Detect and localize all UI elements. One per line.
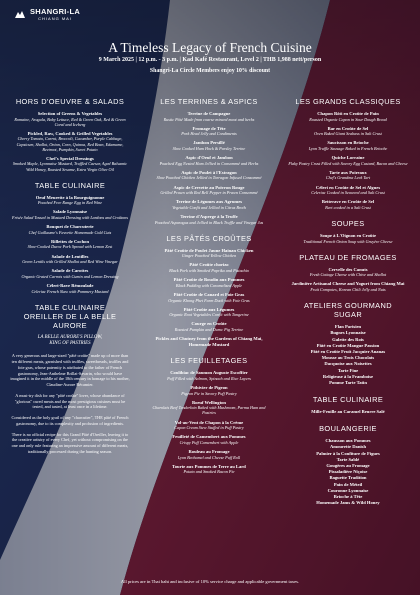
- menu-item-description: Smoked Maple, Lyonnaise Mustard, Truffled Caesar, Aged Balsamic Wild Honey, Roasted Sesame, Extra Virgin Olive Oil: [12, 161, 128, 172]
- members-discount: Shangri-La Circle Members enjoy 10% discount: [149, 68, 271, 74]
- menu-item: [150, 449, 268, 460]
- menu-item-name: Pâté Croûte chorizo: [189, 262, 229, 268]
- menu-item: [150, 140, 268, 151]
- menu-item-name: Baguette Tradition: [329, 475, 367, 481]
- menu-item-name: Pâté Croûte de Canard et Foie Gras: [173, 291, 245, 297]
- menu-item: [150, 170, 268, 181]
- menu-item: [150, 336, 268, 347]
- menu-item-name: Salade de Lentilles: [51, 253, 89, 259]
- sugar-list: [284, 324, 412, 386]
- menu-item: [10, 156, 130, 172]
- menu-item: [150, 126, 268, 137]
- menu-item-description: Chef Guillaume's Favorite Homemade Cold Cuts: [28, 229, 112, 235]
- menu-item-name: Pithivier de Pigeon: [190, 384, 228, 390]
- menu-item-name: Dacquoise aux Noisettes: [324, 361, 372, 367]
- menu-item-description: Ginger Poached Yellow Chicken: [181, 253, 237, 259]
- menu-item-name: Betterave en Croûte de Sel: [321, 199, 375, 205]
- menu-item-description: Celeriac Cooked in Seaweed and Salt Crust: [311, 190, 385, 196]
- menu-item: [284, 199, 412, 210]
- menu-item-name: Rouleau au Fromage: [188, 448, 230, 454]
- menu-item-name: Jambon Persillé: [193, 140, 225, 146]
- menu-item-name: Mousse au Trois Chocolats: [321, 355, 375, 361]
- menu-item-description: Black Pudding with Caramelized Apple: [175, 282, 243, 288]
- hors-doeuvre-list: [10, 111, 130, 172]
- menu-item-name: Cervelle des Canuts: [328, 266, 368, 272]
- menu-item-name: Pâté Croûte de Poulet Jaune Hainan Chicken: [164, 247, 254, 253]
- menu-item-description: Beet cooked in a Salt Crust: [325, 204, 371, 210]
- menu-item-name: Pickled, Raw, Cooked & Grilled Vegetables: [27, 130, 113, 136]
- menu-item-description: Charolais Beef Tenderloin Baked with Mushroom, Parma Ham and Pastries: [152, 405, 266, 416]
- menu-item-name: Mille-Feuille au Caramel Beurre Salé: [311, 409, 385, 415]
- menu-item-description: Crispy Puff Camembert with Apple: [179, 439, 239, 445]
- menu-item: [150, 199, 268, 210]
- menu-item-name: Brioche à Tête: [333, 493, 363, 499]
- menu-item-description: Cherry Tomato, Carrot, Broccoli, Cucumber, Purple Cabbage, Capsicum, Shallot, Onion, Corn, Quinoa, Red Bean, Edamame, Beetroot, Pumpkin, Sweet Potato: [16, 136, 124, 152]
- menu-item-name: Rillettes de Cochon: [50, 238, 90, 244]
- menu-item: [10, 131, 130, 152]
- section-title-soupes: SOUPES: [331, 219, 365, 229]
- menu-item-name: Feuilleté de Camembert aux Pommes: [172, 434, 246, 440]
- menu-item-description: Romaine, Arugula, Baby Lettuce, Red & Green Oak, Red & Green Coral and Iceberg: [14, 116, 126, 127]
- boulangerie-list: [284, 438, 412, 506]
- menu-item-name: Pâté Croûte de Boudin aux Pommes: [173, 277, 245, 283]
- menu-item-description: Oven Baked Giant Seabass in Salt Crust: [314, 131, 382, 137]
- table-culinaire-list: [10, 195, 130, 294]
- menu-item: [150, 214, 268, 225]
- menu-item-description: Slow Poached Chicken Jellied in Tarragon Infused Consommé: [156, 175, 262, 181]
- pates-croutes-list: [150, 248, 268, 348]
- brand-name: SHANGRI-LA: [30, 7, 81, 16]
- menu-item: [150, 420, 268, 431]
- description-paragraph: There is no official recipe for this Grand Pâté d'Oreiller, leaving it to the creative artistry of every Chef, yet without compromising on the one and only rule featuring an impressive amount of different meats, traditionally processed during the hunting season.: [11, 431, 129, 454]
- menu-item-description: Roasted Organic Capon in Sour Dough Bread: [309, 116, 387, 122]
- menu-item-description: Grilled Prawn with Red Bell Pepper in Prawn Consommé: [160, 190, 258, 196]
- fromages-list: [284, 267, 412, 292]
- section-title-table-culinaire-2: TABLE CULINAIRE: [312, 395, 384, 405]
- menu-item-description: Lyon Truffle Sausage Baked in French Brioche: [308, 146, 388, 152]
- menu-item-description: Celeriac French Slaw with Pommery Mustard: [31, 288, 109, 294]
- menu-item: [284, 170, 412, 181]
- menu-item-description: Slow Cooked Ham Hock & Parsley Terrine: [172, 146, 246, 152]
- column-right: [284, 97, 412, 506]
- menu-item: [284, 233, 412, 244]
- column-left: [10, 97, 130, 459]
- menu-item-name: Céleri-Rave Rémoulade: [46, 282, 94, 288]
- menu-item-name: Gougères au Fromage: [326, 463, 370, 468]
- menu-item-name: Pomme Tarte Tatin: [329, 379, 367, 385]
- menu-item-description: Traditional French Onion Soup with Gruyère Cheese: [303, 238, 393, 244]
- menu-item: [150, 370, 268, 381]
- menu-item-name: Terrine de Campagne: [187, 111, 231, 116]
- oreiller-paragraphs: [10, 353, 130, 454]
- menu-item: [10, 195, 130, 206]
- menu-item-description: Pork Head Jelly and Condiments: [181, 131, 237, 137]
- menu-item: [150, 385, 268, 396]
- menu-item-name: Pâté Croûte aux Légumes: [183, 306, 235, 312]
- menu-item-name: Galette des Rois: [332, 336, 364, 342]
- menu-item: [150, 307, 268, 318]
- menu-item: [150, 321, 268, 332]
- menu-item-name: Palmier à la Confiture de Figues: [316, 450, 380, 456]
- menu-item-name: Boeuf Wellington: [192, 399, 226, 405]
- menu-item-name: Terrine de Légumes aux Agrumes: [175, 199, 243, 205]
- menu-item: [150, 262, 268, 273]
- menu-item: [284, 126, 412, 137]
- menu-item-name: Bugnes Lyonnaise: [330, 330, 366, 336]
- menu-item-name: Saucisson en Brioche: [327, 140, 369, 146]
- event-details: 9 March 2025 | 12 p.m. - 3 p.m. | Kad Kafé Restaurant, Level 2 | THB 1,988 nett/person: [98, 57, 322, 63]
- menu-item-description: Pigeon Pie in Savory Puff Pastry: [181, 390, 237, 396]
- section-title-table-culinaire: TABLE CULINAIRE: [34, 180, 106, 190]
- menu-item-name: Bar en Croûte de Sel: [327, 125, 369, 131]
- menu-item-name: Aspic de Crevette au Poivron Rouge: [173, 184, 245, 190]
- menu-item-description: Chef's Grandma Leek Tart: [325, 175, 371, 181]
- menu-item-name: Pickles and Chutney from the Gardens of Chiang Mai, Homemade Mustard: [155, 336, 263, 347]
- menu-item-description: Poached Egg Nested Ham Jellied in Consommé and Herbs: [159, 160, 259, 166]
- menu-item-description: Black Pork with Smoked Paprika and Pistachio: [169, 268, 249, 274]
- menu-item-name: Salade de Carottes: [51, 268, 89, 274]
- menu-item: [10, 268, 130, 279]
- menu-item-description: Slow-Cooked Duroc Pork Spread with Lemon Zest: [27, 244, 113, 250]
- menu-item: [10, 111, 130, 127]
- description-paragraph: Considered as the holy grail of any "charcutier", THE pâté of French gastronomy, due to its complexity and profusion of ingredients.: [11, 415, 129, 426]
- section-title-fromages: PLATEAU DE FROMAGES: [299, 252, 397, 262]
- menu-item-name: Quiche Lorraine: [331, 155, 365, 161]
- menu-item: [150, 111, 268, 122]
- description-paragraph: A must-try dish for any "pâté croûte" lover, whose abundance of "glorious" cured meats and the most prestigious cuisines must be tested, and tasted, at least once in a lifetime.: [14, 392, 126, 410]
- section-title-oreiller: TABLE CULINAIRE OREILLER DE LA BELLE AURORE: [23, 302, 117, 330]
- menu-item-name: Oeuf Meurette à la Bourguignonne: [35, 194, 105, 200]
- menu-item-name: Salade Lyonnaise: [52, 209, 88, 215]
- menu-item-name: Couronne Lyonnaise: [327, 487, 369, 493]
- soupes-list: [284, 233, 412, 244]
- menu-item: [284, 185, 412, 196]
- menu-item-name: Homemade Jams & Wild Honey: [316, 500, 380, 506]
- menu-item: [10, 224, 130, 235]
- menu-item-name: Aspic d'Oeuf et Jambon: [185, 155, 233, 161]
- oreiller-quote: LA BELLE AURORE'S PILLOW, KING OF PASTRIES: [37, 334, 103, 347]
- menu-item: [150, 434, 268, 445]
- menu-item: [150, 400, 268, 416]
- shangri-la-mountain-logo-icon: [14, 8, 26, 20]
- brand-logo: [14, 8, 80, 21]
- menu-item: [150, 464, 268, 475]
- menu-item-name: Pain de Méteil: [333, 481, 363, 487]
- menu-item-name: Jardinière Artisanal Cheese and Yogurt from Chiang Mai: [291, 281, 405, 287]
- menu-item-name: Céleri en Croûte de Sel et Algues: [315, 184, 381, 190]
- menu-item-name: Bouquet de Charcuterie: [46, 224, 94, 230]
- menu-item-description: Puff Filled with Salmon, Spinach and Rice Layers: [167, 375, 251, 381]
- menu-item-name: Pissaladière Niçoise: [328, 469, 368, 475]
- section-title-terrines: LES TERRINES & ASPICS: [160, 97, 258, 106]
- menu-item-description: Roasted Pumpkin and Duroc Pig Terrine: [174, 326, 244, 332]
- section-title-pates-croutes: LES PÂTÉS CROÛTES: [166, 233, 252, 243]
- menu-item-name: Chausson aux Pommes: [325, 438, 371, 444]
- menu-item-description: Frisée Salad Tossed in Mustard Dressing with Lardons and Croûtons: [12, 214, 128, 220]
- menu-item-description: Lyon Bechamel and Cheese Puff Roll: [177, 454, 241, 460]
- terrines-list: [150, 111, 268, 225]
- menu-item-name: Pâté en Croûte Fruit Jacquier Ananas: [310, 348, 386, 354]
- feuilletages-list: [150, 370, 268, 474]
- description-paragraph: A very generous and large-sized "pâté croûte" made up of more than ten different meats, garnished with truffles, sweetbreads, truffles and foie gras, whose paternity is attributed to the father of French gastronomy, Jean-Anthelme Brillat-Savarin, who would have imagined it in the middle of the 18th century in homage to his mother, Claudine-Aurore Récamier.: [10, 353, 130, 388]
- menu-item-name: Courge en Croûte: [191, 321, 227, 327]
- menu-item: [10, 283, 130, 294]
- menu-item-name: Tarte aux Poireaux: [329, 169, 367, 175]
- menu-item: [150, 185, 268, 196]
- menu-item: [284, 267, 412, 278]
- menu-item: [150, 155, 268, 166]
- menu-item-description: Organic Khong Phet Farm Duck with Foie Gras: [168, 297, 250, 303]
- menu-item-name: Vol-au-Vent de Chapon à la Crème: [174, 419, 244, 425]
- menu-item-description: Potato and Smoked Bacon Pie: [183, 469, 235, 475]
- menu-item-name: Aspic de Poulet à l'Estragon: [181, 169, 237, 175]
- menu-item-name: Coulibiac de Saumon Auguste Escoffier: [170, 370, 248, 376]
- menu-item: [284, 111, 412, 122]
- menu-item: [10, 254, 130, 265]
- menu-item-name: Chef's Special Dressings: [46, 155, 94, 161]
- brand-location: CHIANG MAI: [38, 15, 72, 21]
- table-culinaire-2-list: [284, 409, 412, 415]
- menu-item-description: Rustic Pâté Made from coarse minced meat and herbs: [163, 116, 255, 122]
- menu-item-description: Poached Asparagus and Jellied in Black Truffle and Vinegar Jus: [154, 219, 264, 225]
- section-title-hors-doeuvre: HORS D'OEUVRE & SALADS: [15, 97, 125, 106]
- menu-item: [284, 281, 412, 292]
- menu-item: [150, 277, 268, 288]
- menu-item-name: Religieuse à la Framboise: [322, 373, 374, 379]
- menu-item-description: Organic Root Vegetables Confit with Tangerine: [169, 312, 249, 318]
- column-middle: [150, 97, 268, 478]
- menu-item-name: Tarte Sablé: [336, 456, 360, 462]
- menu-item-name: Tarte Fine: [337, 367, 359, 373]
- menu-item-description: Fruit Compotes, Korean Chili Jelly and Nuts: [310, 287, 386, 293]
- menu-item-description: Flaky Pastry Crust Filled with Savory Egg Custard, Bacon and Cheese: [288, 160, 408, 166]
- section-title-boulangerie: BOULANGERIE: [319, 424, 377, 434]
- classiques-list: [284, 111, 412, 210]
- menu-item: [150, 248, 268, 259]
- menu-item-name: Fromage de Tête: [192, 125, 226, 131]
- menu-item-name: Selection of Greens & Vegetables: [37, 111, 103, 116]
- menu-item-name: Flan Parisien: [334, 324, 362, 330]
- footer-note: All prices are in Thai baht and inclusive of 10% service charge and applicable government taxes.: [120, 579, 300, 584]
- page-title: A Timeless Legacy of French Cuisine: [108, 40, 312, 55]
- menu-item-name: Amourette Danish: [329, 444, 367, 450]
- menu-item-name: Terrine d'Asperge à la Truffe: [180, 214, 238, 220]
- menu-item-description: Organic Grated Carrots with Cumin and Lemon Dressing: [21, 273, 119, 279]
- menu-item-name: Tourte aux Pommes de Terre au Lard: [172, 463, 246, 469]
- section-title-sugar: ATELIERS GOURMAND SUGAR: [304, 301, 392, 320]
- menu-item-description: Poached Free Range Egg in Red Wine: [37, 200, 103, 206]
- menu-item: [150, 292, 268, 303]
- menu-item: [10, 209, 130, 220]
- menu-item: [10, 239, 130, 250]
- menu-item-description: Fresh Cottage Cheese with Chive and Shallot: [309, 272, 387, 278]
- menu-item-description: Green Lentils with Grilled Shallot and Red Wine Vinegar: [22, 259, 118, 265]
- menu-item: [284, 155, 412, 166]
- menu-item-name: Chapon Rôti en Croûte de Pain: [317, 111, 379, 116]
- section-title-feuilletages: LES FEUILLETAGES: [170, 356, 248, 366]
- menu-item-description: Capon Cream Stew Stuffed in Puff Pastry: [174, 425, 244, 431]
- menu-item: [284, 140, 412, 151]
- menu-item-name: Soupe à L'Oignon en Croûte: [319, 233, 377, 239]
- section-title-classiques: LES GRANDS CLASSIQUES: [295, 97, 401, 106]
- menu-item-name: Pâté en Croûte Mangue Passion: [316, 342, 380, 348]
- menu-item-description: Vegetable Confit and Jellied in Citrus Broth: [172, 204, 246, 210]
